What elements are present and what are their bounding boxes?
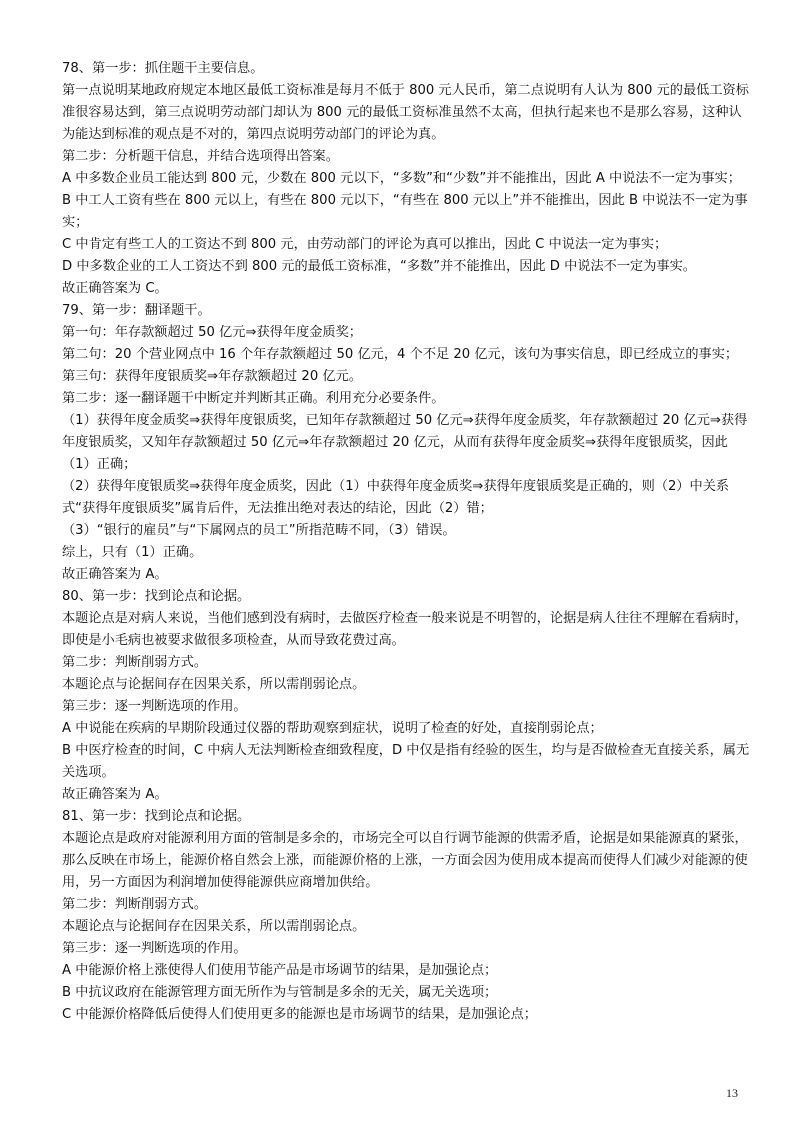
text-line: 故正确答案为 C。 [62, 281, 168, 296]
text-line: （1）获得年度金质奖⇒获得年度银质奖，已知年存款额超过 50 亿元⇒获得年度金质奖，年存款额超过 20 亿元⇒获得年度银质奖，又知年存款额超过 50 亿元⇒年存款额超过 20 亿元，从而有获得年度金质奖⇒获得年度银质奖，因此（1）正确； [62, 413, 748, 472]
text-line: 第一点说明某地政府规定本地区最低工资标准是每月不低于 800 元人民币，第二点说明有人认为 800 元的最低工资标准很容易达到，第三点说明劳动部门却认为 800 元的最低工资标准虽然不太高，但执行起来也不是那么容易，这种认为能达到标准的观点是不对的，第四点说明劳动部门的评论为真。 [62, 83, 749, 142]
text-line: 第三句：获得年度银质奖⇒年存款额超过 20 亿元。 [62, 369, 362, 384]
text-line: B 中医疗检查的时间，C 中病人无法判断检查细致程度，D 中仅是指有经验的医生，均与是否做检查无直接关系，属无关选项。 [62, 743, 750, 780]
text-line: 81、第一步：找到论点和论据。 [62, 809, 251, 824]
text-line: 故正确答案为 A。 [62, 567, 168, 582]
text-line: 第一句：年存款额超过 50 亿元⇒获得年度金质奖； [62, 325, 362, 340]
text-line: A 中能源价格上涨使得人们使用节能产品是市场调节的结果，是加强论点； [62, 963, 498, 978]
text-line: D 中多数企业的工人工资达不到 800 元的最低工资标准，“多数”并不能推出，因此 D 中说法不一定为事实。 [62, 259, 696, 274]
text-line: C 中能源价格降低后使得人们使用更多的能源也是市场调节的结果，是加强论点； [62, 1007, 537, 1022]
text-line: A 中多数企业员工能达到 800 元，少数在 800 元以下，“多数”和“少数”并不能推出，因此 A 中说法不一定为事实； [62, 171, 741, 186]
answer-explanation-text [62, 58, 752, 1026]
text-line: 本题论点与论据间存在因果关系，所以需削弱论点。 [62, 677, 366, 692]
text-line: B 中抗议政府在能源管理方面无所作为与管制是多余的无关，属无关选项； [62, 985, 498, 1000]
text-line: 80、第一步：找到论点和论据。 [62, 589, 251, 604]
text-line: A 中说能在疾病的早期阶段通过仪器的帮助观察到症状，说明了检查的好处，直接削弱论点； [62, 721, 603, 736]
page-number: 13 [726, 1086, 738, 1100]
text-line: 第三步：逐一判断选项的作用。 [62, 941, 247, 956]
text-line: 78、第一步：抓住题干主要信息。 [62, 61, 264, 76]
text-line: 第三步：逐一判断选项的作用。 [62, 699, 247, 714]
text-line: 79、第一步：翻译题干。 [62, 303, 211, 318]
text-line: 本题论点是对病人来说，当他们感到没有病时，去做医疗检查一般来说是不明智的，论据是病人往往不理解在看病时，即使是小毛病也被要求做很多项检查，从而导致花费过高。 [62, 611, 748, 648]
text-line: （3）“银行的雇员”与“下属网点的员工”所指范畴不同，（3）错误。 [62, 523, 456, 538]
text-line: 第二句：20 个营业网点中 16 个年存款额超过 50 亿元，4 个不足 20 亿元，该句为事实信息，即已经成立的事实； [62, 347, 739, 362]
text-line: 综上，只有（1）正确。 [62, 545, 203, 560]
text-line: 第二步：判断削弱方式。 [62, 897, 208, 912]
text-line: 本题论点是政府对能源利用方面的管制是多余的，市场完全可以自行调节能源的供需矛盾，论据是如果能源真的紧张，那么反映在市场上，能源价格自然会上涨，而能源价格的上涨，一方面会因为使用成本提高而使得人们减少对能源的使用，另一方面因为利润增加使得能源供应商增加供给。 [62, 831, 748, 890]
text-line: C 中肯定有些工人的工资达不到 800 元，由劳动部门的评论为真可以推出，因此 C 中说法一定为事实； [62, 237, 668, 252]
text-line: （2）获得年度银质奖⇒获得年度金质奖，因此（1）中获得年度金质奖⇒获得年度银质奖是正确的，则（2）中关系式“获得年度银质奖”属肯后件，无法推出绝对表达的结论，因此（2）错； [62, 479, 730, 516]
text-line: 本题论点与论据间存在因果关系，所以需削弱论点。 [62, 919, 366, 934]
text-line: 故正确答案为 A。 [62, 787, 168, 802]
text-line: B 中工人工资有些在 800 元以上，有些在 800 元以下，“有些在 800 元以上”并不能推出，因此 B 中说法不一定为事实； [62, 193, 748, 230]
text-line: 第二步：分析题干信息，并结合选项得出答案。 [62, 149, 339, 164]
text-line: 第二步：逐一翻译题干中断定并判断其正确。利用充分必要条件。 [62, 391, 445, 406]
text-line: 第二步：判断削弱方式。 [62, 655, 208, 670]
